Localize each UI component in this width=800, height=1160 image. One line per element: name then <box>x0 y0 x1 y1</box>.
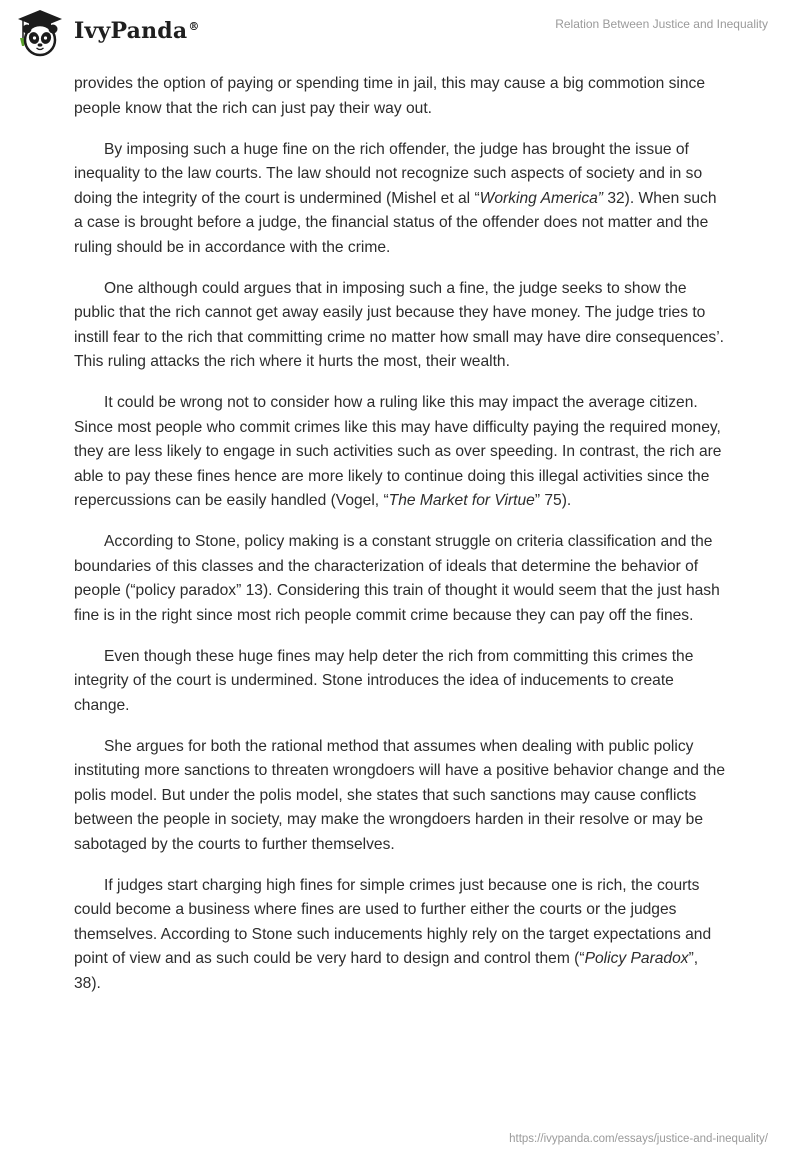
paragraph-7: She argues for both the rational method that assumes when dealing with public policy instituting more sanctions to threaten wrongdoers will have a positive behavior change and the polis model. But under the polis model, she states that such sanctions may cause conflicts between the people in society, may make the wrongdoers harden in their resolve or may be sabotaged by the courts to further themselves. <box>74 737 725 853</box>
paragraph-5: According to Stone, policy making is a constant struggle on criteria classification and the boundaries of this classes and the characterization of ideals that determine the behavior of people (“policy paradox” 13). Considering this train of thought it would seem that the just hash fine is in the right since most rich people commit crime because they can pay off the fines. <box>74 533 720 624</box>
paragraph-3: One although could argues that in imposing such a fine, the judge seeks to show the public that the rich cannot get away easily just because they have money. The judge tries to instill fear to the rich that committing crime no matter how small may have dire consequences’. This ruling attacks the rich where it hurts the most, their wealth. <box>74 279 725 370</box>
paragraph-4: It could be wrong not to consider how a ruling like this may impact the average citizen. Since most people who commit crimes like this may have difficulty paying the required money, they are less likely to engage in such activities such as over speeding. In contrast, the rich are able to pay these fines hence are more likely to continue doing this illegal activities since the repercussions can be easily handled (Vogel, “The Market for Virtue” 75). <box>74 394 722 509</box>
panda-graduation-cap-icon <box>14 8 66 58</box>
document-title: Relation Between Justice and Inequality <box>555 17 768 31</box>
brand-name: IvyPanda® <box>74 18 200 44</box>
essay-body <box>74 72 726 1013</box>
paragraph-2: By imposing such a huge fine on the rich offender, the judge has brought the issue of inequality to the law courts. The law should not recognize such aspects of society and in so doing the integrity of the court is undermined (Mishel et al “Working America” 32). When such a case is brought before a judge, the financial status of the offender does not matter and the ruling should be in accordance with the crime. <box>74 140 717 256</box>
paragraph-8: If judges start charging high fines for simple crimes just because one is rich, the courts could become a business where fines are used to further either the courts or the judges themselves. According to Stone such inducements highly rely on the target expectations and point of view and as such could be very hard to design and control them (“Policy Paradox”, 38). <box>74 876 712 992</box>
paragraph-6: Even though these huge fines may help deter the rich from committing this crimes the integrity of the court is undermined. Stone introduces the idea of inducements to create change. <box>74 647 694 714</box>
paragraph-1: provides the option of paying or spending time in jail, this may cause a big commotion since people know that the rich can just pay their way out. <box>74 75 706 117</box>
cited-title: Working America” <box>479 189 603 207</box>
cited-title: The Market for Virtue <box>388 492 535 509</box>
cited-title: Policy Paradox <box>584 950 689 967</box>
ivypanda-logo[interactable] <box>14 8 200 58</box>
registered-mark: ® <box>188 19 200 33</box>
source-url[interactable]: https://ivypanda.com/essays/justice-and-inequality/ <box>509 1133 768 1145</box>
page-header <box>0 0 800 64</box>
